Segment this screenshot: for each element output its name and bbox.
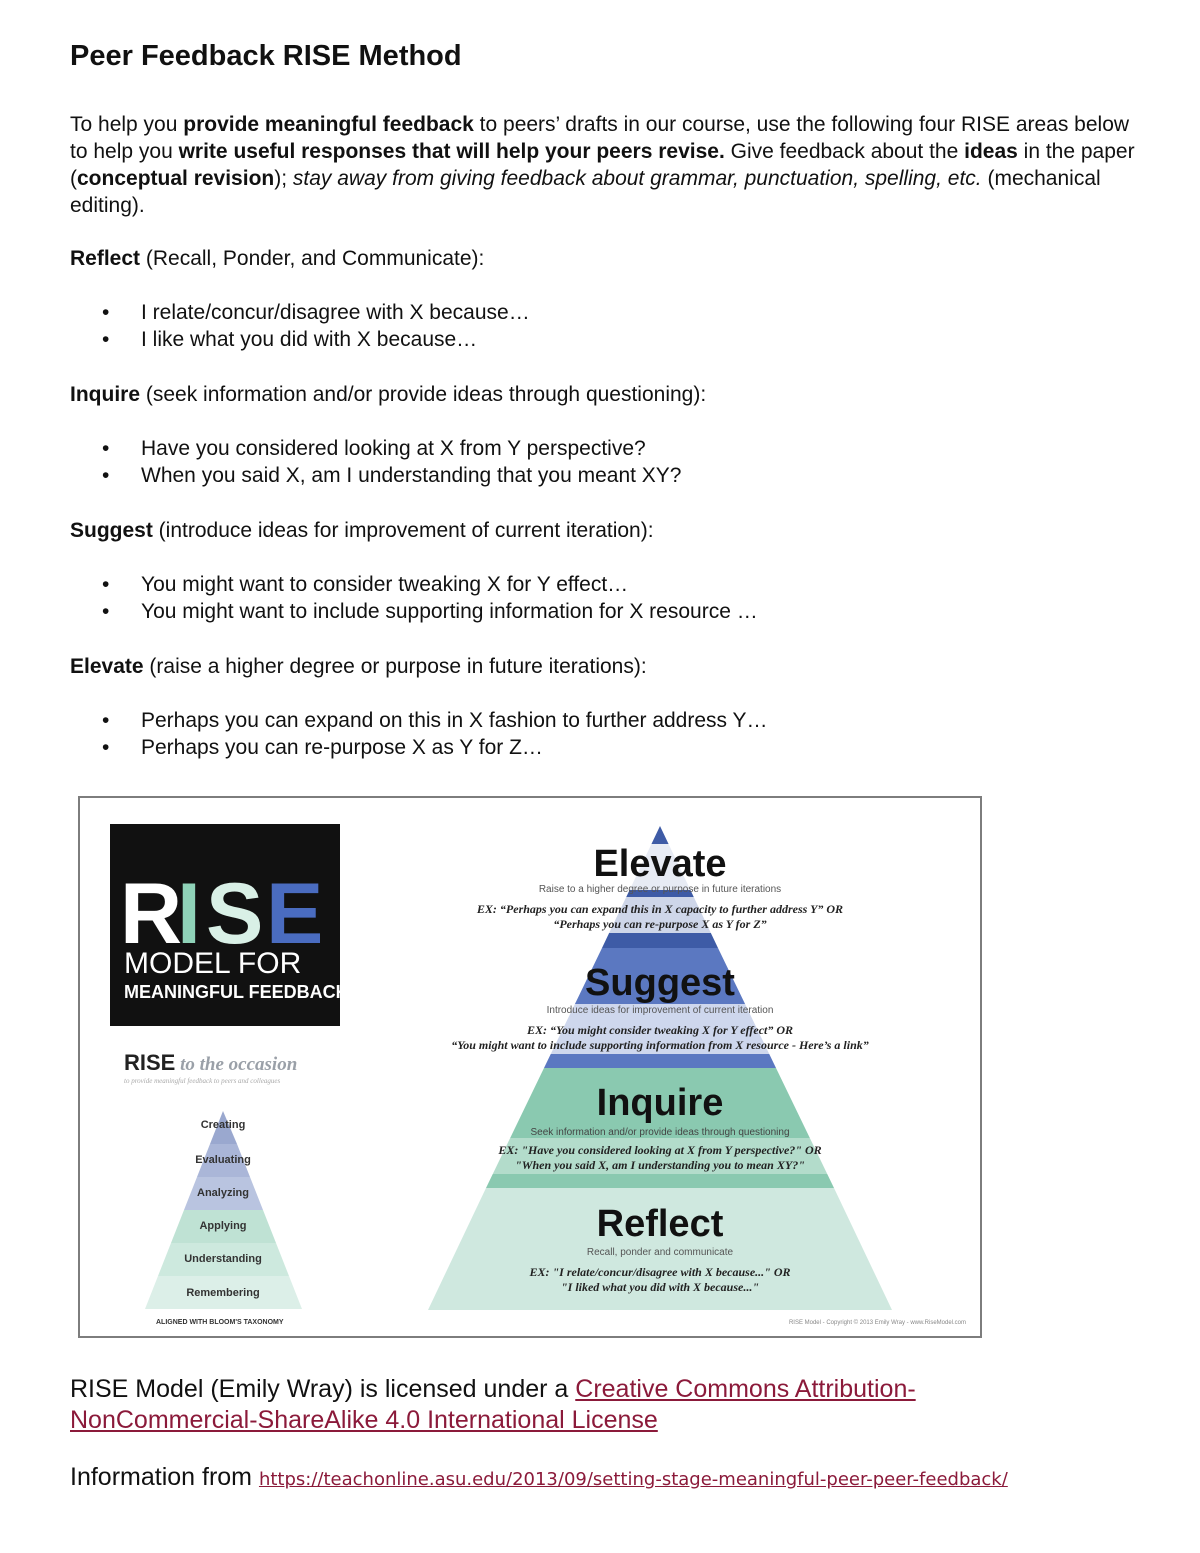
- bloom-label: Analyzing: [197, 1187, 249, 1199]
- section-name: Suggest: [70, 519, 153, 542]
- intro-text: in the paper (: [70, 140, 1135, 190]
- list-item: • You might want to consider tweaking X for Y effect…: [70, 571, 758, 598]
- license-lead: RISE Model (Emily Wray) is licensed under a: [70, 1375, 576, 1403]
- tier-suggest-title: Suggest: [585, 962, 735, 1004]
- bloom-caption: ALIGNED WITH BLOOM'S TAXONOMY: [156, 1319, 284, 1326]
- list-item: • I relate/concur/disagree with X because…: [70, 299, 530, 326]
- logo-letter-i: I: [177, 866, 201, 962]
- intro-italic: stay away from giving feedback about grammar, punctuation, spelling, etc.: [292, 167, 982, 190]
- occasion-subtitle: to provide meaningful feedback to peers and colleagues: [124, 1077, 281, 1085]
- rise-model-figure: [78, 796, 982, 1338]
- occasion-title: [124, 1050, 297, 1075]
- section-heading-reflect: [70, 245, 484, 272]
- section-desc: (seek information and/or provide ideas through questioning):: [140, 383, 707, 406]
- section-desc: (introduce ideas for improvement of current iteration):: [152, 519, 654, 542]
- tier-reflect-title: Reflect: [596, 1203, 724, 1245]
- list-item: • I like what you did with X because…: [70, 326, 530, 353]
- tier-reflect-ex2: "I liked what you did with X because...": [560, 1280, 760, 1294]
- section-desc: (Recall, Ponder, and Communicate):: [140, 247, 485, 270]
- intro-bold: conceptual revision: [77, 167, 275, 190]
- tier-inquire-title: Inquire: [596, 1082, 724, 1124]
- logo-line1: MODEL FOR: [124, 947, 302, 980]
- logo-letter-e: E: [266, 866, 324, 962]
- intro-bold: write useful responses that will help your peers revise.: [178, 140, 725, 163]
- bullet-list-inquire: [70, 435, 681, 489]
- section-heading-elevate: [70, 653, 647, 680]
- intro-bold: provide meaningful feedback: [183, 113, 474, 136]
- intro-text: Give feedback about the: [724, 140, 965, 163]
- section-heading-inquire: [70, 381, 706, 408]
- section-name: Inquire: [70, 383, 141, 406]
- bloom-label: Remembering: [186, 1287, 260, 1299]
- list-item: • You might want to include supporting information for X resource …: [70, 598, 758, 625]
- section-name: Reflect: [70, 247, 141, 270]
- bullet-list-reflect: [70, 299, 530, 353]
- license-link[interactable]: Creative Commons Attribution-NonCommercial-ShareAlike 4.0 International License: [70, 1375, 916, 1434]
- list-item: • Perhaps you can expand on this in X fashion to further address Y…: [70, 707, 768, 734]
- tier-elevate-ex2: “Perhaps you can re-purpose X as Y for Z”: [553, 917, 767, 931]
- source-link[interactable]: https://teachonline.asu.edu/2013/09/setting-stage-meaningful-peer-peer-feedback/: [258, 1469, 1008, 1490]
- logo-letter-r: R: [120, 866, 183, 962]
- intro-text: (mechanical editing).: [70, 167, 1101, 217]
- tier-suggest-ex2: “You might want to include supporting information from X resource - Here’s a link”: [451, 1038, 869, 1052]
- bloom-label: Applying: [199, 1220, 247, 1232]
- list-item: • Perhaps you can re-purpose X as Y for Z…: [70, 734, 768, 761]
- intro-text: to peers’ drafts in our course, use the following four RISE areas below to help you: [70, 113, 1130, 163]
- figure-copyright: RISE Model - Copyright © 2013 Emily Wray - www.RiseModel.com: [788, 1320, 966, 1326]
- info-line: [70, 1462, 1008, 1495]
- section-name: Elevate: [70, 655, 144, 678]
- tier-elevate-sub: Raise to a higher degree or purpose in future iterations: [538, 884, 782, 895]
- bullet-list-suggest: [70, 571, 758, 625]
- logo-line2: MEANINGFUL FEEDBACK: [124, 982, 349, 1002]
- tier-inquire-ex1: EX: "Have you considered looking at X from Y perspective?" OR: [498, 1143, 822, 1157]
- bloom-label: Evaluating: [195, 1154, 251, 1166]
- intro-text: To help you: [70, 113, 184, 136]
- list-item: • When you said X, am I understanding that you meant XY?: [70, 462, 681, 489]
- tier-suggest-sub: Introduce ideas for improvement of current iteration: [546, 1005, 774, 1016]
- logo-letter-s: S: [206, 866, 264, 962]
- bullet-list-elevate: [70, 707, 768, 761]
- tier-reflect-sub: Recall, ponder and communicate: [586, 1247, 734, 1258]
- intro-text: );: [274, 167, 293, 190]
- rise-model-graphic: [80, 798, 980, 1336]
- tier-inquire-ex2: "When you said X, am I understanding you to mean XY?": [515, 1158, 805, 1172]
- occasion-tail: to the occasion: [175, 1054, 298, 1075]
- bloom-label: Understanding: [184, 1253, 262, 1265]
- info-lead: Information from: [70, 1463, 259, 1491]
- tier-suggest-ex1: EX: “You might consider tweaking X for Y effect” OR: [526, 1023, 794, 1037]
- tier-inquire-sub: Seek information and/or provide ideas through questioning: [530, 1127, 790, 1138]
- list-item: • Have you considered looking at X from Y perspective?: [70, 435, 681, 462]
- tier-elevate-ex1: EX: “Perhaps you can expand this in X capacity to further address Y” OR: [476, 902, 844, 916]
- section-desc: (raise a higher degree or purpose in future iterations):: [143, 655, 647, 678]
- tier-reflect-ex1: EX: "I relate/concur/disagree with X because..." OR: [529, 1265, 791, 1279]
- license-text: [70, 1374, 1070, 1436]
- occasion-rise: RISE: [124, 1050, 176, 1075]
- intro-paragraph: [70, 111, 1140, 219]
- intro-bold: ideas: [964, 140, 1018, 163]
- bloom-label: Creating: [200, 1119, 246, 1131]
- tier-elevate-title: Elevate: [593, 843, 727, 885]
- page-title: Peer Feedback RISE Method: [70, 40, 462, 72]
- section-heading-suggest: [70, 517, 654, 544]
